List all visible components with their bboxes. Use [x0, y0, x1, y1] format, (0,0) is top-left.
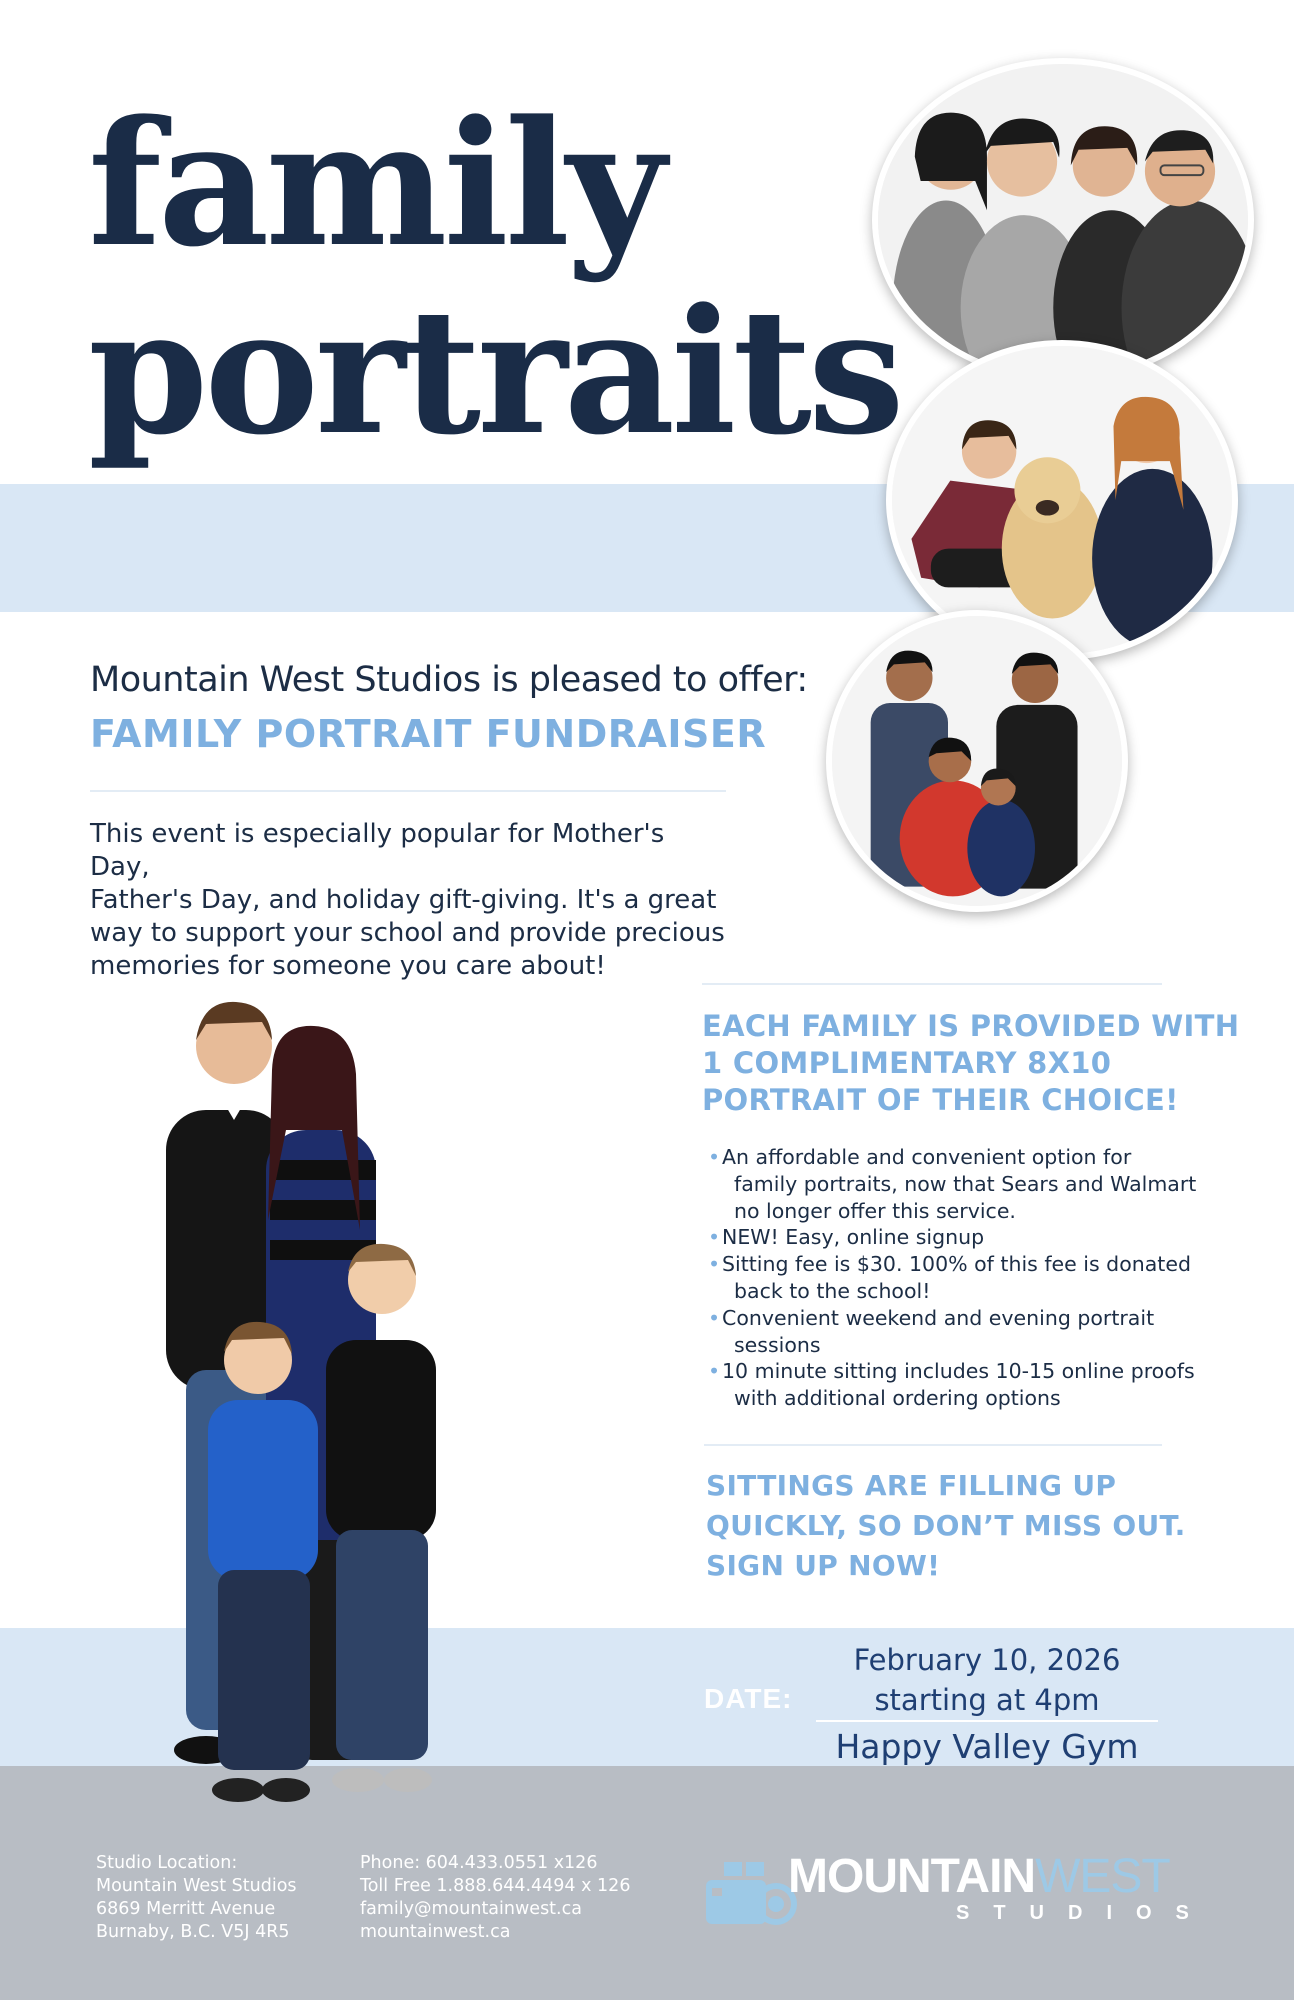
- headline-portraits: portraits: [88, 270, 901, 473]
- location-line: Burnaby, B.C. V5J 4R5: [96, 1922, 290, 1942]
- headline-family: family: [88, 82, 663, 285]
- bullet-icon: •: [708, 1225, 721, 1250]
- list-item-text: 10 minute sitting includes 10-15 online proofs: [722, 1359, 1195, 1384]
- logo-primary: MOUNTAIN: [788, 1850, 1036, 1903]
- signup-call-to-action: [706, 1466, 1246, 1586]
- divider-1: [90, 790, 726, 792]
- studio-contact: [360, 1852, 630, 1944]
- phone-line: Phone: 604.433.0551 x126: [360, 1853, 598, 1873]
- list-item-text: Convenient weekend and evening portrait: [722, 1305, 1155, 1330]
- mountain-west-logo: [702, 1852, 1222, 1932]
- divider-2: [702, 983, 1162, 985]
- logo-secondary: WEST: [1035, 1850, 1170, 1903]
- event-date: February 10, 2026: [853, 1643, 1121, 1677]
- intro-lead: Mountain West Studios is pleased to offer:: [90, 660, 808, 700]
- family-standing-photo: [146, 980, 546, 1820]
- paragraph-line: way to support your school and provide precious: [90, 918, 725, 948]
- studio-location: [96, 1852, 297, 1944]
- email-link[interactable]: family@mountainwest.ca: [360, 1899, 582, 1919]
- list-item: [708, 1251, 1208, 1305]
- date-label: DATE:: [704, 1683, 793, 1714]
- list-item-text: back to the school!: [734, 1278, 931, 1303]
- bullet-icon: •: [708, 1305, 721, 1330]
- benefits-list: [708, 1144, 1208, 1412]
- event-venue: Happy Valley Gym: [835, 1727, 1139, 1766]
- paragraph-line: memories for someone you care about!: [90, 951, 606, 981]
- cta-line: SITTINGS ARE FILLING UP: [706, 1469, 1117, 1502]
- list-item-text: no longer offer this service.: [734, 1198, 1016, 1223]
- fundraiser-title: FAMILY PORTRAIT FUNDRAISER: [90, 712, 767, 756]
- list-item-text: sessions: [734, 1332, 821, 1357]
- bullet-icon: •: [708, 1252, 721, 1277]
- tollfree-line: Toll Free 1.888.644.4494 x 126: [360, 1876, 631, 1896]
- list-item-text: NEW! Easy, online signup: [722, 1225, 985, 1250]
- list-item-text: An affordable and convenient option for: [722, 1145, 1132, 1169]
- paragraph-line: This event is especially popular for Mother's Day,: [90, 819, 665, 882]
- event-details: [816, 1640, 1158, 1770]
- intro-paragraph: [90, 818, 730, 983]
- offer-line: EACH FAMILY IS PROVIDED WITH: [702, 1009, 1240, 1043]
- logo-wordmark: [788, 1852, 1170, 1902]
- list-item-text: family portraits, now that Sears and Walmart: [734, 1171, 1197, 1196]
- family-photo-circle-2: [886, 340, 1238, 660]
- website-link[interactable]: mountainwest.ca: [360, 1922, 511, 1942]
- family-photo-circle-3: [826, 610, 1128, 912]
- camera-mountain-icon: [702, 1860, 798, 1930]
- cta-line: QUICKLY, SO DON’T MISS OUT.: [706, 1509, 1186, 1542]
- cta-line: SIGN UP NOW!: [706, 1549, 941, 1582]
- list-item: [708, 1358, 1208, 1412]
- list-item-text: with additional ordering options: [734, 1386, 1061, 1411]
- location-line: Studio Location:: [96, 1853, 238, 1873]
- bullet-icon: •: [708, 1359, 721, 1384]
- divider-3: [704, 1444, 1162, 1446]
- offer-line: PORTRAIT OF THEIR CHOICE!: [702, 1083, 1179, 1117]
- list-item-text: Sitting fee is $30. 100% of this fee is donated: [722, 1252, 1191, 1277]
- paragraph-line: Father's Day, and holiday gift-giving. It's a great: [90, 885, 717, 915]
- complimentary-offer-heading: [702, 1008, 1242, 1119]
- list-item: [708, 1144, 1208, 1224]
- event-time: starting at 4pm: [816, 1680, 1158, 1722]
- list-item: [708, 1224, 1208, 1251]
- list-item: [708, 1305, 1208, 1359]
- logo-studios: STUDIOS: [956, 1902, 1213, 1924]
- offer-line: 1 COMPLIMENTARY 8X10: [702, 1046, 1112, 1080]
- family-photo-circle-1: [872, 58, 1254, 382]
- location-line: Mountain West Studios: [96, 1876, 297, 1896]
- bullet-icon: •: [708, 1145, 721, 1169]
- location-line: 6869 Merritt Avenue: [96, 1899, 276, 1919]
